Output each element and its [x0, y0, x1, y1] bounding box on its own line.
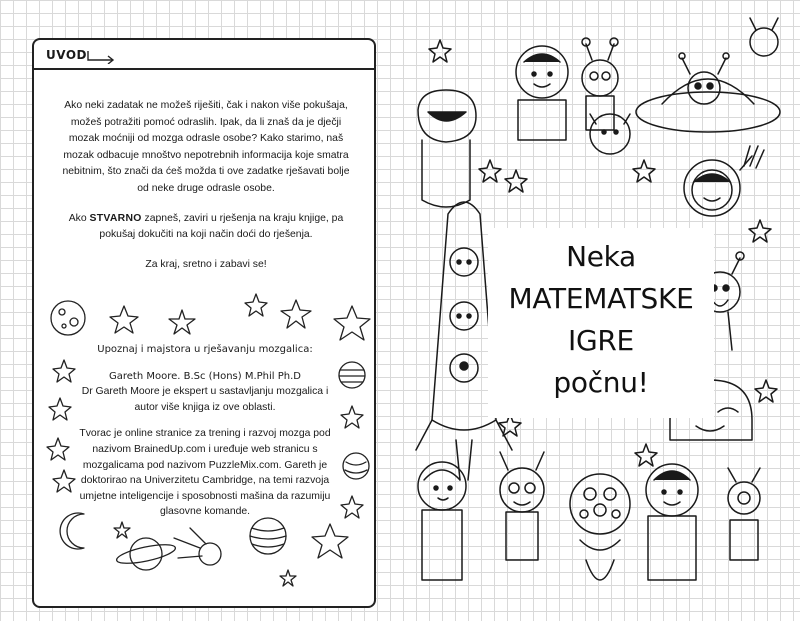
author-bio-1: Dr Gareth Moore je ekspert u sastavljanju mozgalica i autor više knjiga iz ove oblasti.	[81, 386, 329, 413]
ufo-icon	[636, 53, 780, 132]
star-icon	[49, 398, 71, 420]
star-icon	[110, 306, 138, 333]
title-line-2: MATEMATSKE	[508, 282, 694, 315]
star-icon	[341, 496, 363, 518]
comet-icon	[174, 528, 221, 565]
planet-icon	[339, 362, 365, 388]
author-section	[70, 342, 340, 531]
intro-paragraph-2: Ako STVARNO zapneš, zaviri u rješenja na kraju knjige, pa pokušaj dokučiti na koji način doći do rješenja.	[68, 212, 344, 241]
title-line-4: počnu!	[553, 366, 649, 399]
star-icon	[341, 406, 363, 428]
planet-icon	[51, 301, 85, 335]
star-icon	[281, 300, 311, 328]
star-icon	[505, 170, 527, 192]
star-icon	[749, 220, 771, 242]
alien-icon	[750, 18, 778, 56]
author-heading: Upoznaj i majstora u rješavanju mozgalica:	[97, 344, 313, 355]
star-icon	[245, 294, 267, 316]
section-header	[32, 38, 376, 70]
star-icon	[47, 438, 69, 460]
intro-text	[56, 98, 356, 286]
astronaut-boy-icon	[646, 464, 698, 580]
right-page	[400, 0, 800, 621]
star-icon	[429, 40, 451, 62]
astronaut-boy-icon	[516, 46, 568, 140]
page-title	[488, 228, 714, 404]
star-icon	[280, 570, 296, 586]
dog-astronaut-icon	[590, 114, 630, 154]
alien-icon	[500, 452, 544, 560]
star-icon	[169, 310, 195, 334]
author-bio-2: Tvorac je online stranice za trening i razvoj mozga pod nazivom BrainedUp.com i uređuje web stranicu s mozgalicama pod nazivom PuzzleMix.com. Gareth je doktorirao na Univerzitetu Cambridge, na temi razvoja umjetne inteligencije i sposobnosti mašina da razumiju glasovne komande.	[79, 428, 331, 518]
star-icon	[334, 306, 370, 340]
alien-icon	[728, 468, 760, 560]
section-title: UVOD	[46, 48, 87, 62]
arrow-right-icon	[86, 48, 116, 64]
alien-icon	[570, 474, 630, 580]
intro-paragraph-1: Ako neki zadatak ne možeš riješiti, čak i nakon više pokušaja, možeš potražiti pomoć odraslih. Ipak, da li znaš da je dječji mozak moćniji od mozga odrasle osobe? Kako starimo, naš mozak odbacuje mnoštvo nepotrebnih informacija koje smatra nebitnim, što znači da ćeš možda ti ove zadatke rješavati bolje od neke druge odrasle osobe.	[62, 100, 350, 194]
title-line-1: Neka	[566, 240, 636, 273]
star-icon	[633, 160, 655, 182]
intro-paragraph-3: Za kraj, sretno i zabavi se!	[145, 258, 267, 270]
star-icon	[755, 380, 777, 402]
hand-icon	[744, 146, 764, 168]
planet-icon	[343, 453, 369, 479]
astronaut-girl-icon	[418, 462, 466, 580]
emphasis-word: STVARNO	[89, 212, 142, 224]
title-panel	[488, 228, 714, 418]
astronaut-girl-icon	[684, 156, 752, 216]
saturn-icon	[115, 538, 177, 570]
title-line-3: IGRE	[568, 324, 634, 357]
alien-monster-icon	[418, 90, 476, 207]
author-name: Gareth Moore. B.Sc (Hons) M.Phil Ph.D	[108, 370, 301, 382]
star-icon	[635, 444, 657, 466]
star-icon	[479, 160, 501, 182]
intro-panel	[32, 68, 376, 608]
